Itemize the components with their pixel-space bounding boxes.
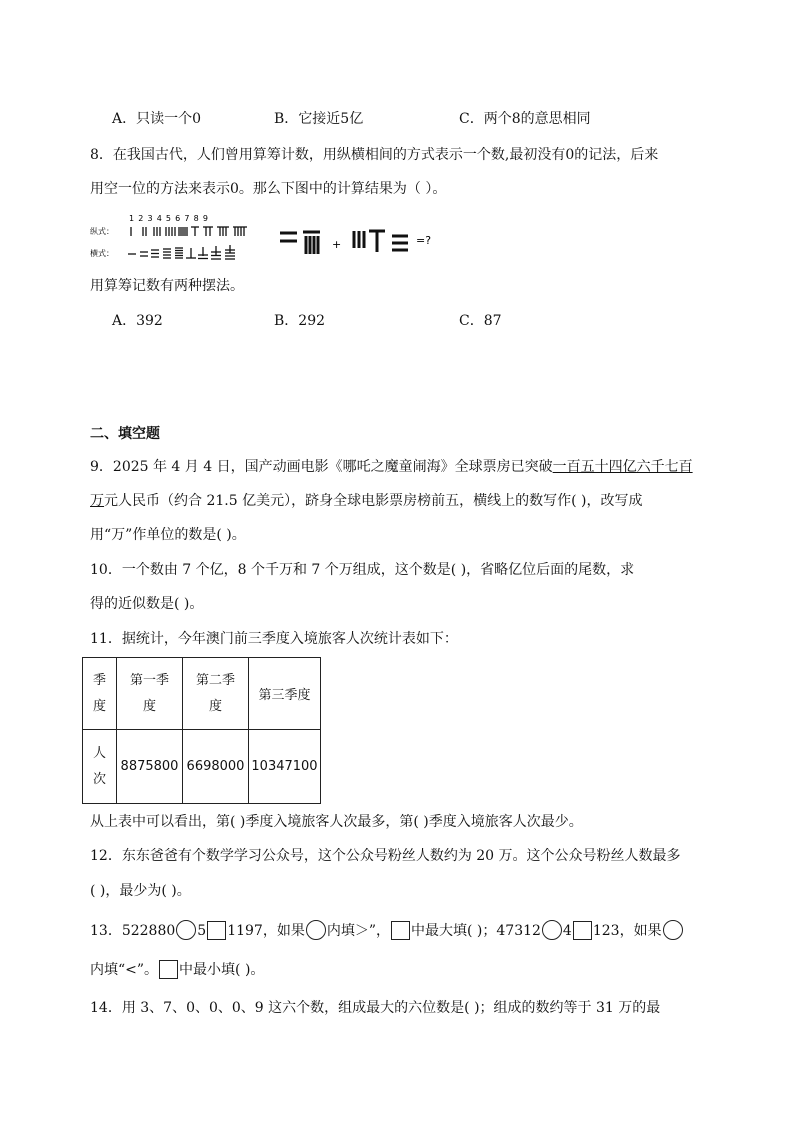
table-row	[83, 730, 321, 804]
plus-sign: +	[332, 238, 342, 251]
q8-stem-line1: 8．在我国古代，人们曾用算筹计数，用纵横相间的方式表示一个数,最初没有0的记法，后来	[90, 147, 659, 163]
q10-line1: 10．一个数由 7 个亿，8 个千万和 7 个万组成，这个数是( )，省略亿位后面的尾数，求	[90, 562, 635, 578]
q9-text: 9．2025 年 4 月 4 日，国产动画电影《哪吒之魔童闹海》全球票房已突破	[90, 459, 553, 475]
q8-option-c: C．87	[459, 313, 502, 329]
q9-line3: 用“万”作单位的数是( )。	[90, 527, 246, 543]
header-season: 季 度	[83, 658, 117, 730]
q7-option-b: B．它接近5亿	[274, 111, 364, 127]
cell-q1: 8875800	[117, 730, 183, 804]
q13-text-g: 123，如果	[592, 923, 662, 939]
q9-line2	[90, 491, 642, 511]
compare-circle-1[interactable]	[176, 920, 196, 940]
rod-number-second	[354, 231, 408, 252]
q13-text-b: 5	[197, 923, 207, 939]
q13-text-l2b: 中最小填( )。	[179, 962, 265, 978]
tourist-table	[82, 657, 321, 804]
q13-text-l2a: 内填“<”。	[90, 962, 159, 978]
equals-question: =?	[416, 234, 432, 247]
horizontal-label: 横式：	[90, 249, 114, 258]
vertical-rods-row	[131, 227, 247, 236]
q7-option-a: A．只读一个0	[112, 111, 202, 127]
row-label-visitors: 人 次	[83, 730, 117, 804]
q9-underlined-wan: 万	[90, 493, 104, 509]
cell-q2: 6698000	[183, 730, 249, 804]
q8-option-a: A．392	[112, 313, 163, 329]
header-q1: 第一季 度	[117, 658, 183, 730]
q13-line2	[90, 960, 264, 980]
q11-line2: 从上表中可以看出，第( )季度入境旅客人次最多，第( )季度入境旅客人次最少。	[90, 814, 583, 830]
q8-note: 用算筹记数有两种摆法。	[90, 278, 244, 294]
q11-line1: 11．据统计，今年澳门前三季度入境旅客人次统计表如下：	[90, 631, 458, 647]
vertical-label: 纵式：	[90, 227, 114, 236]
q8-option-b: B．292	[274, 313, 326, 329]
horizontal-rods-row	[128, 245, 235, 259]
digit-box-3[interactable]	[573, 921, 592, 940]
digit-header: 1 2 3 4 5 6 7 8 9	[129, 214, 209, 223]
rod-number-first	[280, 232, 320, 254]
q12-line1: 12．东东爸爸有个数学学习公众号，这个公众号粉丝人数约为 20 万。这个公众号粉丝人数最多	[90, 848, 681, 864]
q13-text-a: 13．522880	[90, 923, 176, 939]
q14-line1: 14．用 3、7、0、0、0、9 这六个数，组成最大的六位数是( )；组成的数约等于 31 万的最	[90, 1000, 661, 1016]
q7-option-c: C．两个8的意思相同	[459, 111, 591, 127]
q9-text2: 元人民币（约合 21.5 亿美元），跻身全球电影票房榜前五，横线上的数写作( )，改写成	[104, 493, 643, 509]
q10-line2: 得的近似数是( )。	[90, 596, 204, 612]
header-q2: 第二季 度	[183, 658, 249, 730]
q9-line1	[90, 457, 693, 477]
header-q3: 第三季度	[249, 658, 321, 730]
q12-line2: ( )，最少为( )。	[90, 883, 191, 899]
q13-text-c: 1197，如果	[227, 923, 305, 939]
q13-text-e: 中最大填( )；47312	[411, 923, 541, 939]
digit-box-2[interactable]	[391, 921, 410, 940]
digit-box-1[interactable]	[207, 921, 226, 940]
q8-stem-line2: 用空一位的方法来表示0。那么下图中的计算结果为（ ）。	[90, 181, 447, 197]
q13-line1	[90, 920, 684, 941]
compare-circle-4[interactable]	[663, 920, 683, 940]
digit-box-4[interactable]	[159, 960, 178, 979]
q13-text-f: 4	[562, 923, 572, 939]
table-header-row	[83, 658, 321, 730]
cell-q3: 10347100	[249, 730, 321, 804]
counting-rod-figure	[90, 210, 450, 270]
counting-rod-svg	[90, 210, 450, 266]
q9-underlined-number: 一百五十四亿六千七百	[552, 459, 693, 475]
compare-circle-2[interactable]	[306, 920, 326, 940]
section-title: 二、填空题	[90, 426, 160, 442]
q13-text-d: 内填＞”，	[326, 923, 390, 939]
compare-circle-3[interactable]	[542, 920, 562, 940]
